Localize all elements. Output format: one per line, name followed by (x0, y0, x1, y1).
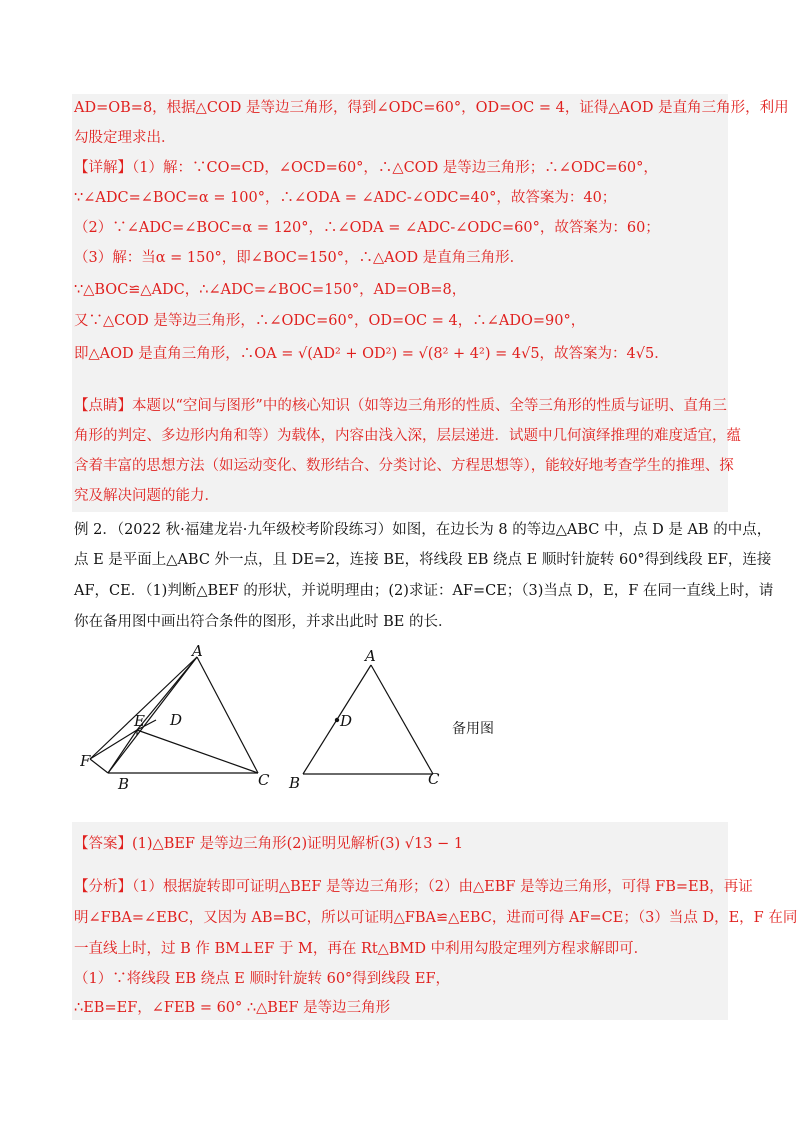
solution-line-2: 勾股定理求出． (74, 130, 176, 146)
question-line-3: AF，CE．（1)判断△BEF 的形状，并说明理由；(2)求证：AF=CE；（3)当点 D，E，F 在同一直线上时，请 (74, 583, 774, 599)
detail-line-4: （3）解：当α = 150°，即∠BOC=150°，∴△AOD 是直角三角形． (74, 250, 525, 266)
detail-line-2: ∵∠ADC=∠BOC=α = 100°，∴∠ODA = ∠ADC-∠ODC=40°，故答案为：40； (74, 190, 617, 206)
detail-line-5: ∵△BOC≌△ADC，∴∠ADC=∠BOC=150°，AD=OB=8， (74, 282, 467, 298)
analysis-line-1: 【分析】（1）根据旋转即可证明△BEF 是等边三角形；（2）由△EBF 是等边三角形，可得 FB=EB，再证 (74, 879, 753, 895)
fig2-label-b: B (289, 774, 301, 792)
fig1-label-c: C (258, 771, 270, 789)
fig1-label-e: E (134, 712, 145, 730)
geometry-figure-main (80, 645, 280, 795)
spare-figure-caption: 备用图 (452, 721, 494, 737)
solution-block (72, 94, 789, 512)
question-line-2: 点 E 是平面上△ABC 外一点，且 DE=2，连接 BE，将线段 EB 绕点 E 顺时针旋转 60°得到线段 EF，连接 (74, 552, 772, 568)
detail-line-3: （2）∵∠ADC=∠BOC=α = 120°，∴∠ODA = ∠ADC-∠ODC=60°，故答案为：60； (74, 220, 660, 236)
question-line-4: 你在备用图中画出符合条件的图形，并求出此时 BE 的长． (74, 614, 453, 630)
fig1-label-d: D (170, 711, 183, 729)
fig1-label-b: B (118, 775, 130, 793)
analysis-line-3: 一直线上时，过 B 作 BM⊥EF 于 M，再在 Rt△BMD 中利用勾股定理列方程求解即可． (74, 941, 649, 957)
fig2-label-c: C (428, 770, 440, 788)
geometry-figure-spare (285, 645, 445, 795)
detail-line-7: 即△AOD 是直角三角形，∴OA = √(AD² + OD²) = √(8² + 4²) = 4√5，故答案为：4√5． (74, 346, 669, 362)
fig1-label-a: A (192, 645, 203, 660)
comment-line-2: 角形的判定、多边形内角和等）为载体，内容由浅入深，层层递进．试题中几何演绎推理的难度适宜，蕴 (74, 428, 741, 444)
fig2-label-d: D (340, 712, 353, 730)
solution-line-1: AD=OB=8，根据△COD 是等边三角形，得到∠ODC=60°，OD=OC = 4，证得△AOD 是直角三角形，利用 (74, 100, 789, 116)
detail-line-6: 又∵△COD 是等边三角形，∴∠ODC=60°，OD=OC = 4，∴∠ADO=90°， (74, 313, 586, 329)
answer-line: 【答案】(1)△BEF 是等边三角形(2)证明见解析(3) √13 − 1 (74, 836, 464, 852)
solution2-line-2: ∴EB=EF，∠FEB = 60° ∴△BEF 是等边三角形 (74, 1000, 391, 1016)
fig1-label-f: F (80, 752, 91, 770)
solution2-line-1: （1）∵将线段 EB 绕点 E 顺时针旋转 60°得到线段 EF， (74, 971, 451, 987)
comment-line-1: 【点睛】本题以“空间与图形”中的核心知识（如等边三角形的性质、全等三角形的性质与证明、直角三 (74, 398, 727, 414)
detail-line-1: 【详解】（1）解：∵CO=CD，∠OCD=60°，∴△COD 是等边三角形；∴∠ODC=60°， (74, 160, 658, 176)
comment-line-4: 究及解决问题的能力． (74, 488, 219, 504)
comment-line-3: 含着丰富的思想方法（如运动变化、数形结合、分类讨论、方程思想等），能较好地考查学生的推理、探 (74, 458, 734, 474)
midpoint-d-marker (335, 718, 339, 722)
question-line-1: 例 2．（2022 秋·福建龙岩·九年级校考阶段练习）如图，在边长为 8 的等边△ABC 中，点 D 是 AB 的中点， (74, 522, 772, 538)
analysis-line-2: 明∠FBA=∠EBC，又因为 AB=BC，所以可证明△FBA≌△EBC，进而可得 AF=CE；（3）当点 D，E，F 在同 (74, 910, 798, 926)
fig2-label-a: A (365, 647, 376, 665)
